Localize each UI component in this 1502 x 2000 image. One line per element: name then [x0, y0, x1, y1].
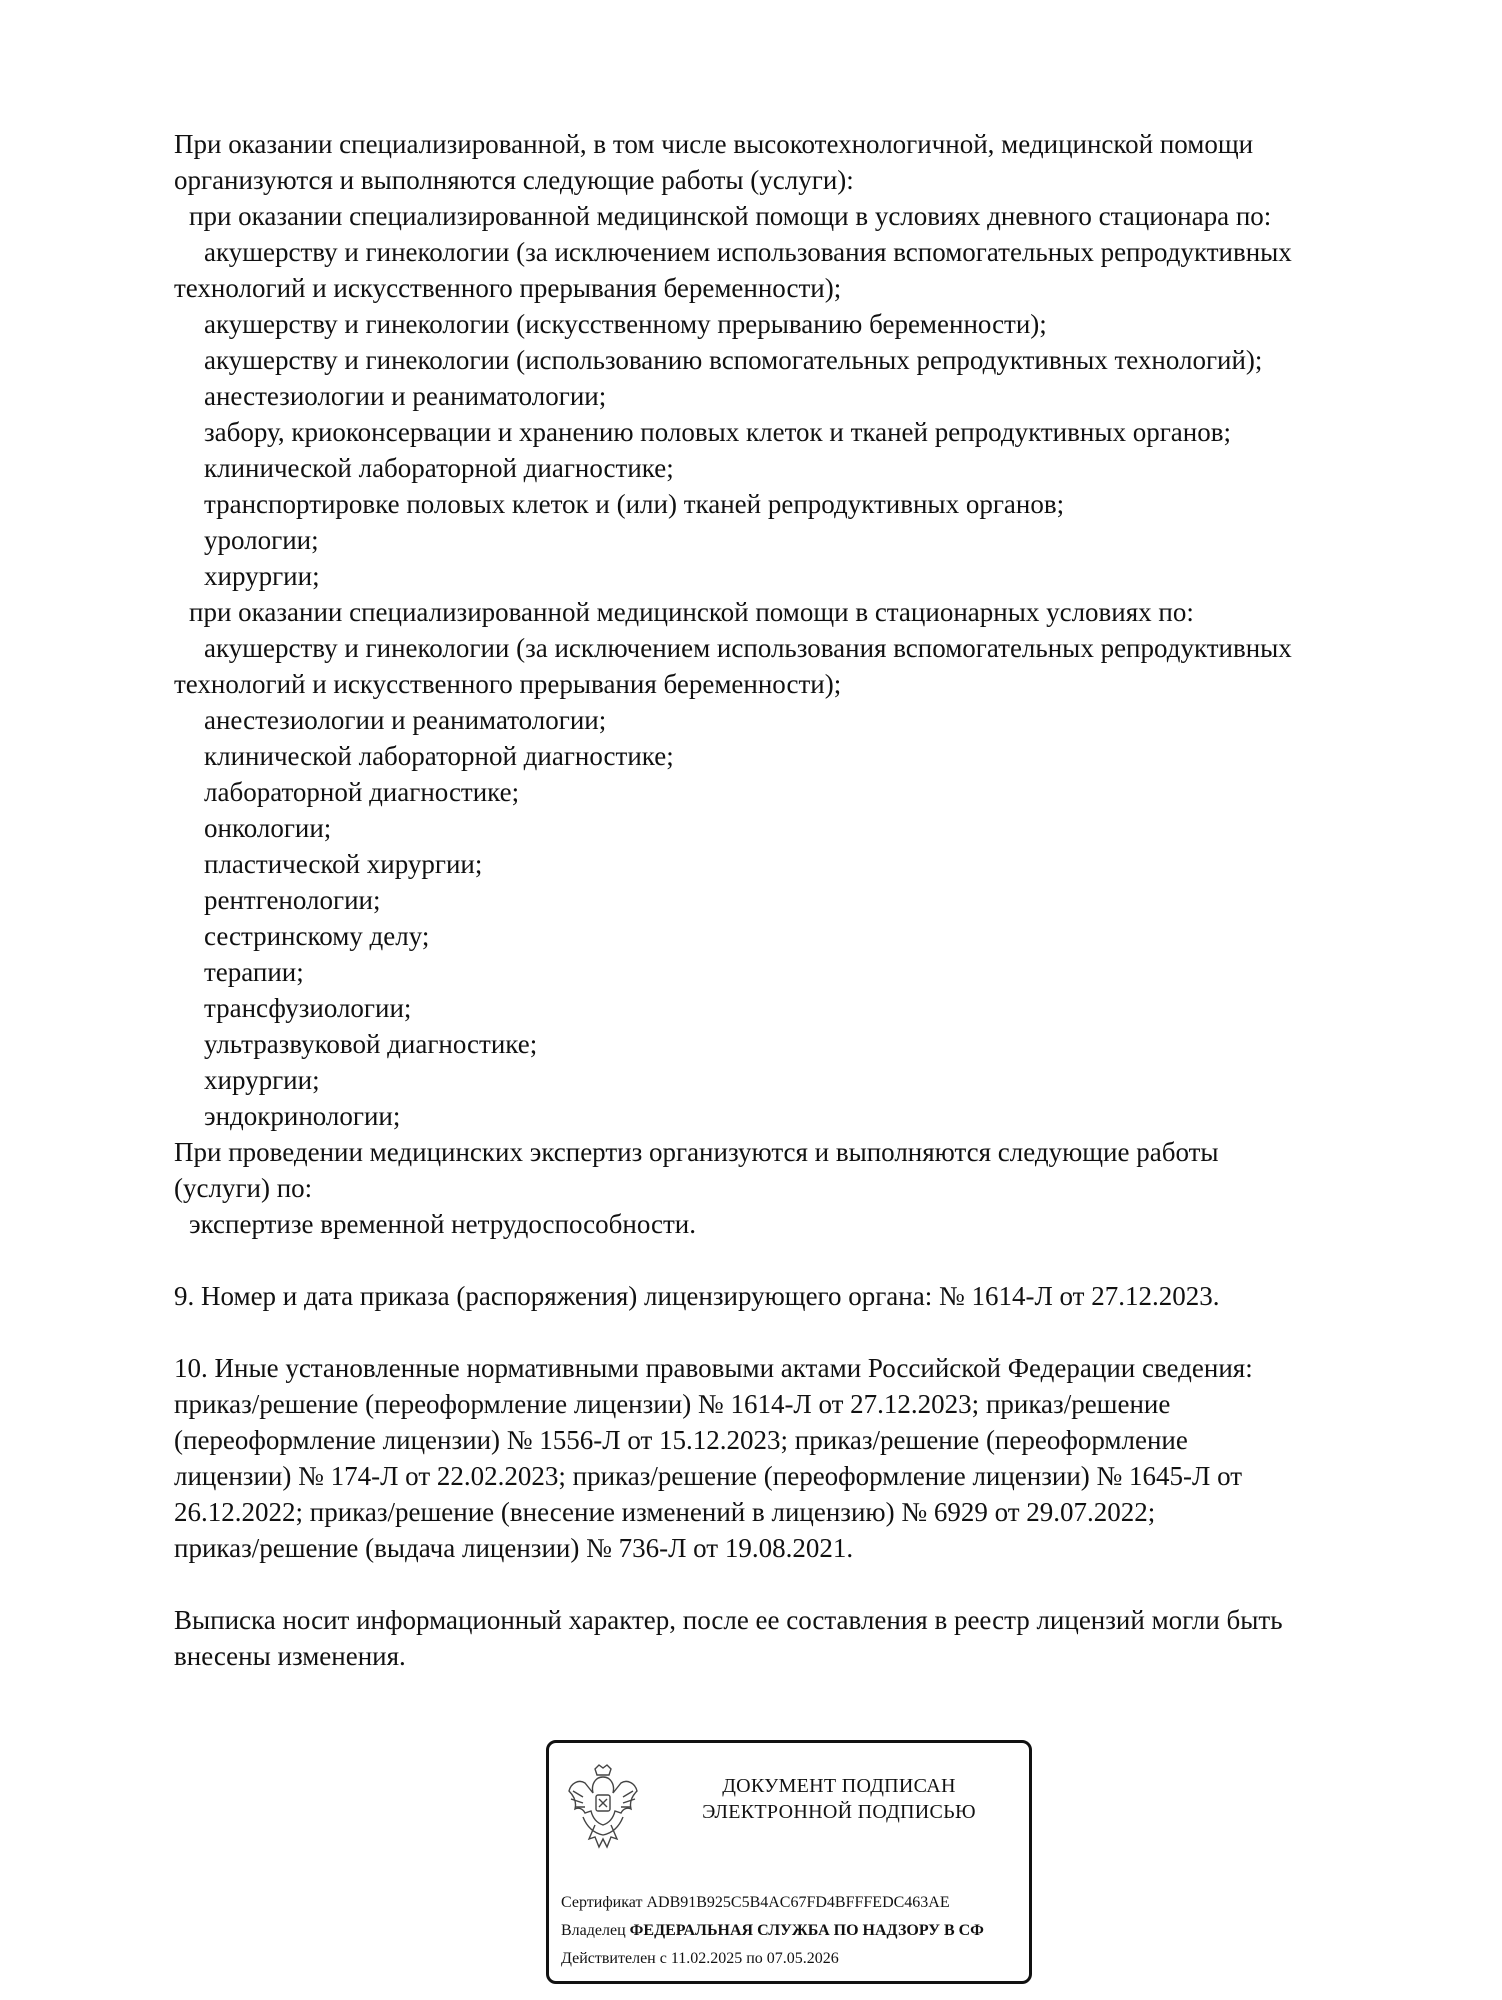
blank-line — [174, 1314, 1414, 1350]
text-line: забору, криоконсервации и хранению половых клеток и тканей репродуктивных органов; — [204, 417, 1231, 447]
text-line: 9. Номер и дата приказа (распоряжения) лицензирующего органа: № 1614-Л от 27.12.2023. — [174, 1281, 1220, 1311]
text-line: эндокринологии; — [204, 1101, 401, 1131]
text-line: лицензии) № 174-Л от 22.02.2023; приказ/решение (переоформление лицензии) № 1645-Л от — [174, 1461, 1243, 1491]
text-line: организуются и выполняются следующие работы (услуги): — [174, 165, 854, 195]
text-line: при оказании специализированной медицинской помощи в условиях дневного стационара по: — [189, 201, 1272, 231]
text-line: технологий и искусственного прерывания беременности); — [174, 669, 842, 699]
text-line: акушерству и гинекологии (за исключением использования вспомогательных репродуктивных — [204, 237, 1292, 267]
coat-of-arms-icon — [565, 1761, 641, 1853]
certificate-label: Сертификат — [561, 1894, 643, 1911]
text-line: клинической лабораторной диагностике; — [204, 741, 674, 771]
owner-value: ФЕДЕРАЛЬНАЯ СЛУЖБА ПО НАДЗОРУ В СФ — [629, 1922, 984, 1939]
stamp-title-line-2: ЭЛЕКТРОННОЙ ПОДПИСЬЮ — [702, 1801, 976, 1823]
text-line: хирургии; — [204, 1065, 320, 1095]
text-line: хирургии; — [204, 561, 320, 591]
text-line: лабораторной диагностике; — [204, 777, 520, 807]
text-line: акушерству и гинекологии (за исключением использования вспомогательных репродуктивных — [204, 633, 1292, 663]
blank-line — [174, 1566, 1414, 1602]
stamp-title-line-1: ДОКУМЕНТ ПОДПИСАН — [722, 1775, 956, 1797]
text-line: 10. Иные установленные нормативными правовыми актами Российской Федерации сведения: — [174, 1353, 1253, 1383]
document-body — [174, 126, 1414, 1674]
text-line: внесены изменения. — [174, 1641, 406, 1671]
certificate-line — [561, 1893, 950, 1913]
text-line: при оказании специализированной медицинской помощи в стационарных условиях по: — [189, 597, 1194, 627]
electronic-signature-stamp — [546, 1740, 1032, 1984]
text-line: сестринскому делу; — [204, 921, 430, 951]
text-line: экспертизе временной нетрудоспособности. — [189, 1209, 696, 1239]
text-line: технологий и искусственного прерывания беременности); — [174, 273, 842, 303]
text-line: рентгенологии; — [204, 885, 381, 915]
text-line: онкологии; — [204, 813, 332, 843]
owner-label: Владелец — [561, 1922, 626, 1939]
text-line: трансфузиологии; — [204, 993, 412, 1023]
text-line: терапии; — [204, 957, 304, 987]
text-line: (переоформление лицензии) № 1556-Л от 15.12.2023; приказ/решение (переоформление — [174, 1425, 1188, 1455]
text-line: Выписка носит информационный характер, после ее составления в реестр лицензий могли быть — [174, 1605, 1283, 1635]
text-line: акушерству и гинекологии (искусственному прерыванию беременности); — [204, 309, 1047, 339]
text-line: клинической лабораторной диагностике; — [204, 453, 674, 483]
text-line: При оказании специализированной, в том числе высокотехнологичной, медицинской помощи — [174, 129, 1254, 159]
text-line: 26.12.2022; приказ/решение (внесение изменений в лицензию) № 6929 от 29.07.2022; — [174, 1497, 1156, 1527]
text-line: анестезиологии и реаниматологии; — [204, 705, 607, 735]
text-line: урологии; — [204, 525, 319, 555]
blank-line — [174, 1242, 1414, 1278]
text-line: приказ/решение (выдача лицензии) № 736-Л от 19.08.2021. — [174, 1533, 854, 1563]
text-line: транспортировке половых клеток и (или) тканей репродуктивных органов; — [204, 489, 1065, 519]
certificate-value: ADB91B925C5B4AC67FD4BFFFEDC463AE — [646, 1894, 950, 1911]
owner-line — [561, 1921, 984, 1941]
validity-line: Действителен с 11.02.2025 по 07.05.2026 — [561, 1950, 839, 1967]
text-line: анестезиологии и реаниматологии; — [204, 381, 607, 411]
text-line: При проведении медицинских экспертиз организуются и выполняются следующие работы — [174, 1137, 1219, 1167]
text-line: (услуги) по: — [174, 1173, 313, 1203]
text-line: акушерству и гинекологии (использованию вспомогательных репродуктивных технологий); — [204, 345, 1263, 375]
stamp-title — [659, 1773, 1019, 1825]
text-line: приказ/решение (переоформление лицензии) № 1614-Л от 27.12.2023; приказ/решение — [174, 1389, 1171, 1419]
text-line: ультразвуковой диагностике; — [204, 1029, 538, 1059]
text-line: пластической хирургии; — [204, 849, 483, 879]
